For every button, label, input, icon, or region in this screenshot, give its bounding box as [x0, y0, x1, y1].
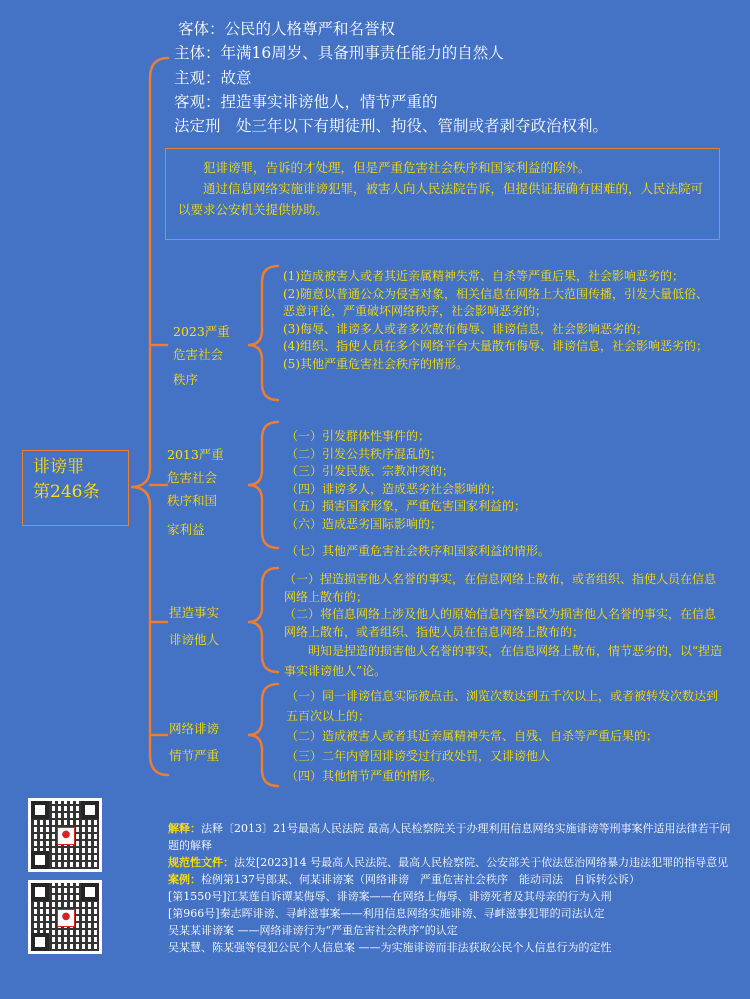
header-line-object: 客体：公民的人格尊严和名誉权 [178, 20, 396, 38]
footer-text: 检例第137号郎某、何某诽谤案（网络诽谤 严重危害社会秩序 能动司法 自诉转公诉） [201, 873, 640, 886]
footer-text: 法释〔2013〕21号最高人民法院 最高人民检察院关于办理利用信息网络实施诽谤等刑事案件适用法律若干问题的解释 [168, 822, 731, 852]
branch-label-line: 家利益 [167, 522, 205, 537]
note-box [165, 148, 720, 240]
branch-items-network [286, 686, 726, 786]
list-item: (3)侮辱、诽谤多人或者多次散布侮辱、诽谤信息，社会影响恶劣的； [283, 321, 649, 336]
header-line-objective: 客观：捏造事实诽谤他人，情节严重的 [174, 93, 438, 111]
main-node [22, 450, 129, 526]
list-item: （四）诽谤多人，造成恶劣社会影响的； [286, 481, 503, 496]
branch-label-line: 危害社会 [173, 347, 224, 362]
note-paragraph: 通过信息网络实施诽谤犯罪，被害人向人民法院告诉，但提供证据确有困难的，人民法院可以要求公安机关提供协助。 [178, 181, 704, 217]
qr-logo-icon: ● [57, 909, 75, 927]
footer-text: 法发[2023]14 号最高人民法院、最高人民检察院、公安部关于依法惩治网络暴力违法犯罪的指导意见 [234, 856, 729, 869]
list-item: (4)组织、指使人员在多个网络平台大量散布侮辱、诽谤信息，社会影响恶劣的； [283, 339, 709, 353]
footer-case-item: 吴某慧、陈某强等侵犯公民个人信息案 ——为实施诽谤而非法获取公民个人信息行为的定性 [168, 941, 612, 954]
qr-code-icon[interactable] [28, 798, 102, 872]
branch-items-2013 [286, 428, 726, 561]
main-node-title: 诽谤罪 [33, 457, 84, 477]
branch-items-2023 [283, 268, 723, 373]
list-item: （二）将信息网络上涉及他人的原始信息内容篡改为损害他人名誉的事实，在信息网络上散布，或者组织、指使人员在信息网络上散布的； [284, 607, 717, 639]
sub-bracket-fabricate [248, 568, 278, 672]
branch-label-fabricate [169, 601, 219, 651]
sub-bracket-2023 [248, 266, 278, 400]
branch-label-line: 情节严重 [169, 748, 220, 763]
branch-items-fabricate [284, 571, 724, 681]
list-item: （三）引发民族、宗教冲突的； [286, 464, 455, 478]
footer-cases [168, 871, 733, 888]
footer-label: 规范性文件： [168, 856, 234, 869]
main-bracket [131, 58, 168, 775]
list-item: （一）捏造损害他人名誉的事实，在信息网络上散布，或者组织、指使人员在信息网络上散布的； [284, 572, 717, 604]
footer-label: 解释： [168, 822, 201, 835]
branch-label-line: 网络诽谤 [169, 721, 220, 736]
footer-case-item: [第1550号]江某莲自诉谭某侮辱、诽谤案——在网络上侮辱、诽谤死者及其母亲的行为入刑 [168, 890, 612, 903]
branch-label-line: 危害社会 [167, 470, 218, 485]
list-item: （六）造成恶劣国际影响的； [286, 516, 443, 531]
footer-case-item: 吴某某诽谤案 ——网络诽谤行为“严重危害社会秩序”的认定 [168, 924, 458, 937]
list-item: （七）其他严重危害社会秩序和国家利益的情形。 [286, 544, 551, 558]
header-line-penalty: 法定刑 处三年以下有期徒刑、拘役、管制或者剥夺政治权利。 [174, 117, 609, 135]
branch-label-network [169, 717, 219, 767]
qr-code-icon[interactable] [28, 880, 102, 954]
sub-bracket-network [248, 684, 278, 786]
list-item: （三）二年内曾因诽谤受过行政处罚，又诽谤他人 [286, 749, 551, 763]
branch-label-line: 2013严重 [167, 447, 224, 462]
list-item: （一）同一诽谤信息实际被点击、浏览次数达到五千次以上，或者被转发次数达到五百次以上的； [286, 689, 719, 723]
note-paragraph: 犯诽谤罪，告诉的才处理，但是严重危害社会秩序和国家利益的除外。 [203, 160, 591, 175]
main-node-article: 第246条 [33, 482, 100, 502]
footer-normative [168, 854, 733, 871]
branch-label-line: 诽谤他人 [169, 632, 220, 647]
header-line-subject: 主体：年满16周岁、具备刑事责任能力的自然人 [174, 44, 504, 62]
list-item: (2)随意以普通公众为侵害对象，相关信息在网络上大范围传播，引发大量低俗、 恶意评论，严重破坏网络秩序，社会影响恶劣的； [283, 286, 715, 318]
header-line-subjective: 主观：故意 [174, 69, 252, 87]
branch-label-2023 [173, 320, 230, 391]
branch-label-line: 2023严重 [173, 324, 230, 339]
list-item: （四）其他情节严重的情形。 [286, 769, 443, 783]
list-item: （一）引发群体性事件的； [286, 429, 431, 443]
sub-bracket-2013 [248, 422, 278, 548]
branch-label-line: 秩序 [173, 372, 199, 387]
qr-logo-icon: ● [57, 827, 75, 845]
footer-label: 案例： [168, 873, 201, 886]
footer-references [168, 820, 733, 956]
list-item: （二）引发公共秩序混乱的； [286, 446, 443, 461]
branch-label-2013 [167, 443, 224, 541]
list-item: （五）损害国家形象，严重危害国家利益的； [286, 499, 527, 513]
list-item: (5)其他严重危害社会秩序的情形。 [283, 356, 468, 371]
list-item: 明知是捏造的损害他人名誉的事实，在信息网络上散布，情节恶劣的，以“捏造事实诽谤他人”论。 [284, 644, 723, 678]
list-item: (1)造成被害人或者其近亲属精神失常、自杀等严重后果，社会影响恶劣的； [283, 269, 685, 283]
list-item: （二）造成被害人或者其近亲属精神失常、自残、自杀等严重后果的； [286, 729, 659, 743]
footer-interpretation [168, 820, 733, 854]
branch-label-line: 捏造事实 [169, 605, 220, 620]
branch-label-line: 秩序和国 [167, 493, 218, 508]
footer-case-item: [第966号]秦志晖诽谤、寻衅滋事案——利用信息网络实施诽谤、寻衅滋事犯罪的司法认定 [168, 907, 605, 920]
